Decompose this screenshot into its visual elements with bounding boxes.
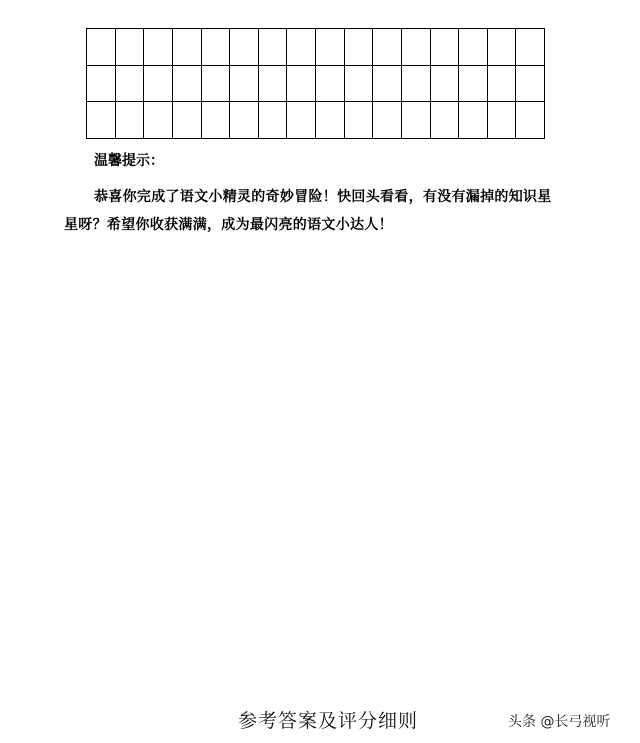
grid-cell [373, 102, 402, 139]
grid-cell [259, 66, 288, 103]
grid-cell [459, 102, 488, 139]
watermark-label: 头条 @长弓视听 [508, 714, 611, 730]
grid-cell [144, 29, 173, 66]
grid-cell [230, 29, 259, 66]
grid-cell [116, 29, 145, 66]
grid-cell [431, 102, 460, 139]
tips-text-line-1: 恭喜你完成了语文小精灵的奇妙冒险！快回头看看，有没有漏掉的知识星 [94, 189, 552, 205]
grid-cell [173, 102, 202, 139]
grid-cell [144, 66, 173, 103]
grid-cell [488, 102, 517, 139]
grid-cell [431, 29, 460, 66]
grid-cell [373, 66, 402, 103]
grid-cell [316, 102, 345, 139]
grid-cell [144, 102, 173, 139]
grid-cell [287, 29, 316, 66]
grid-cell [230, 102, 259, 139]
grid-cell [488, 66, 517, 103]
grid-cell [116, 66, 145, 103]
grid-cell [402, 102, 431, 139]
grid-cell [402, 66, 431, 103]
grid-cell [202, 29, 231, 66]
grid-cell [173, 66, 202, 103]
grid-cell [516, 66, 545, 103]
grid-cell [402, 29, 431, 66]
grid-cell [459, 66, 488, 103]
answer-section-title: 参考答案及评分细则 [238, 710, 419, 732]
writing-grid [86, 28, 545, 139]
grid-cell [230, 66, 259, 103]
grid-cell [373, 29, 402, 66]
grid-cell [316, 29, 345, 66]
grid-cell [516, 29, 545, 66]
grid-cell [345, 102, 374, 139]
grid-cell [459, 29, 488, 66]
tips-heading: 温馨提示： [94, 153, 164, 169]
grid-cell [116, 102, 145, 139]
tips-text-line-2: 星呀？希望你收获满满，成为最闪亮的语文小达人！ [64, 217, 393, 233]
grid-cell [287, 66, 316, 103]
grid-cell [287, 102, 316, 139]
grid-cell [488, 29, 517, 66]
grid-cell [173, 29, 202, 66]
grid-cell [259, 29, 288, 66]
grid-cell [516, 102, 545, 139]
grid-cell [202, 66, 231, 103]
grid-cell [345, 66, 374, 103]
grid-cell [316, 66, 345, 103]
grid-cell [87, 29, 116, 66]
grid-cell [202, 102, 231, 139]
grid-cell [431, 66, 460, 103]
grid-cell [87, 66, 116, 103]
grid-cell [87, 102, 116, 139]
grid-cell [345, 29, 374, 66]
grid-cell [259, 102, 288, 139]
